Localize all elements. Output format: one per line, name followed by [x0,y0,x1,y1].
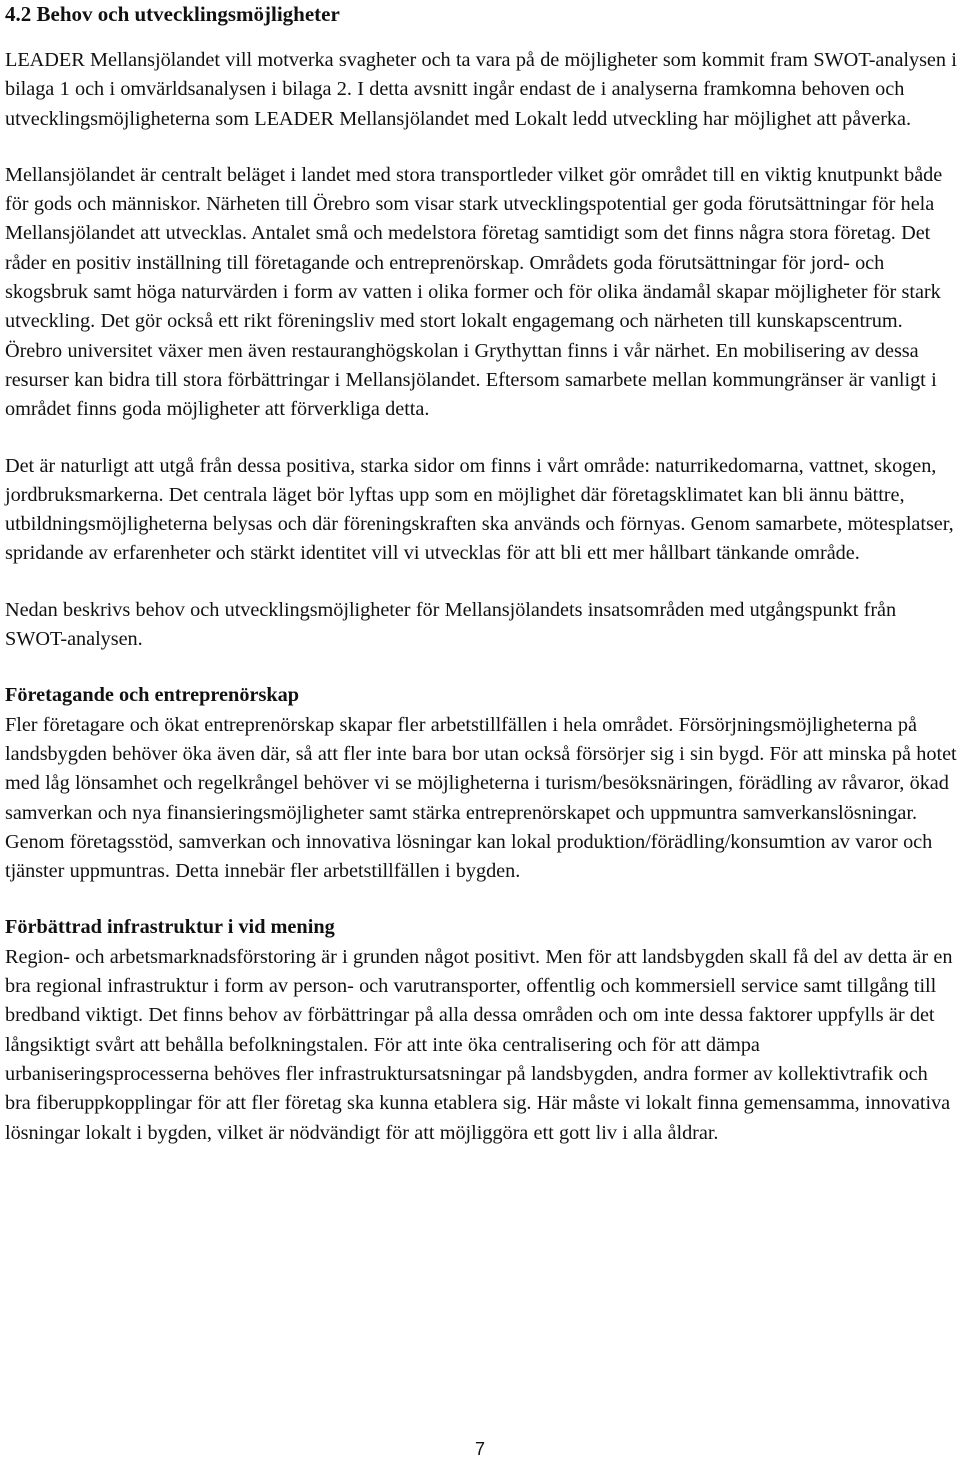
page-number: 7 [474,1439,485,1459]
opportunities-paragraph: Det är naturligt att utgå från dessa positiva, starka sidor om finns i vårt område: naturrikedomarna, vattnet, skogen, jordbruksmarkerna. Det centrala läget bör lyftas upp som en möjlighet där företagsklimatet kan bli ännu bättre, utbildningsmöjligheterna belysas och där föreningskraften ska används och förnyas. Genom samarbete, mötesplatser, spridande av erfarenheter och stärkt identitet vill vi utvecklas för att bli ett mer hållbart tänkande område. [5,454,954,565]
entrepreneurship-subheading: Företagande och entreprenörskap [5,684,300,707]
intro-paragraph: LEADER Mellansjölandet vill motverka svagheter och ta vara på de möjligheter som kommit fram SWOT-analysen i bilaga 1 och i omvärldsanalysen i bilaga 2. I detta avsnitt ingår endast de i analyserna framkomna behoven och utvecklingsmöjligheterna som LEADER Mellansjölandet med Lokalt ledd utveckling har möjlighet att påverka. [5,49,957,130]
entrepreneurship-paragraph: Fler företagare och ökat entreprenörskap skapar fler arbetstillfällen i hela området. Försörjningsmöjligheterna på landsbygden behöver öka även där, så att fler inte bara bor utan också försörjer sig i sin bygd. För att minska på hotet med låg lönsamhet och regelkrångel behöver vi se möjligheterna i turism/besöksnäringen, förädling av råvaror, ökad samverkan och nya finansieringsmöjligheter samt stärka entreprenörskapet och uppmuntra samverkanslösningar. Genom företagsstöd, samverkan och innovativa lösningar kan lokal produktion/förädling/konsumtion av varor och tjänster uppmuntras. Detta innebär fler arbetstillfällen i bygden. [5,713,957,883]
infrastructure-paragraph: Region- och arbetsmarknadsförstoring är i grunden något positivt. Men för att landsbygden skall få del av detta är en bra regional infrastruktur i form av person- och varutransporter, offentlig och kommersiell service samt tillgång till bredband viktigt. Det finns behov av förbättringar på alla dessa områden och om inte dessa faktorer uppfylls är det långsiktigt svårt att behålla befolkningstalen. För att inte öka centralisering och för att dämpa urbaniseringsprocesserna behöves fler infrastruktursatsningar på landsbygden, andra former av kollektivtrafik och bra fiberuppkopplingar för att fler företag ska kunna etablera sig. Här måste vi lokalt finna gemensamma, innovativa lösningar lokalt i bygden, vilket är nödvändigt för att möjliggöra ett gott liv i alla åldrar. [5,945,953,1144]
document-page [5,0,957,1148]
section-heading: 4.2 Behov och utvecklingsmöjligheter [5,2,340,26]
infrastructure-subheading: Förbättrad infrastruktur i vid mening [5,916,335,939]
focus-areas-intro-paragraph: Nedan beskrivs behov och utvecklingsmöjligheter för Mellansjölandets insatsområden med utgångspunkt från SWOT-analysen. [5,598,897,651]
strengths-paragraph: Mellansjölandet är centralt beläget i landet med stora transportleder vilket gör området till en viktig knutpunkt både för gods och människor. Närheten till Örebro som visar stark utvecklingspotential ger goda förutsättningar för hela Mellansjölandet att utvecklas. Antalet små och medelstora företag samtidigt som det finns några stora företag. Det råder en positiv inställning till företagande och entreprenörskap. Områdets goda förutsättningar för jord- och skogsbruk samt höga naturvärden i form av vatten i olika former och för olika ändamål skapar möjligheter för stark utveckling. Det gör också ett rikt föreningsliv med stort lokalt engagemang och närheten till kunskapscentrum. Örebro universitet växer men även restauranghögskolan i Grythyttan finns i vår närhet. En mobilisering av dessa resurser kan bidra till stora förbättringar i Mellansjölandet. Eftersom samarbete mellan kommungränser är vanligt i området finns goda möjligheter att förverkliga detta. [5,163,943,421]
